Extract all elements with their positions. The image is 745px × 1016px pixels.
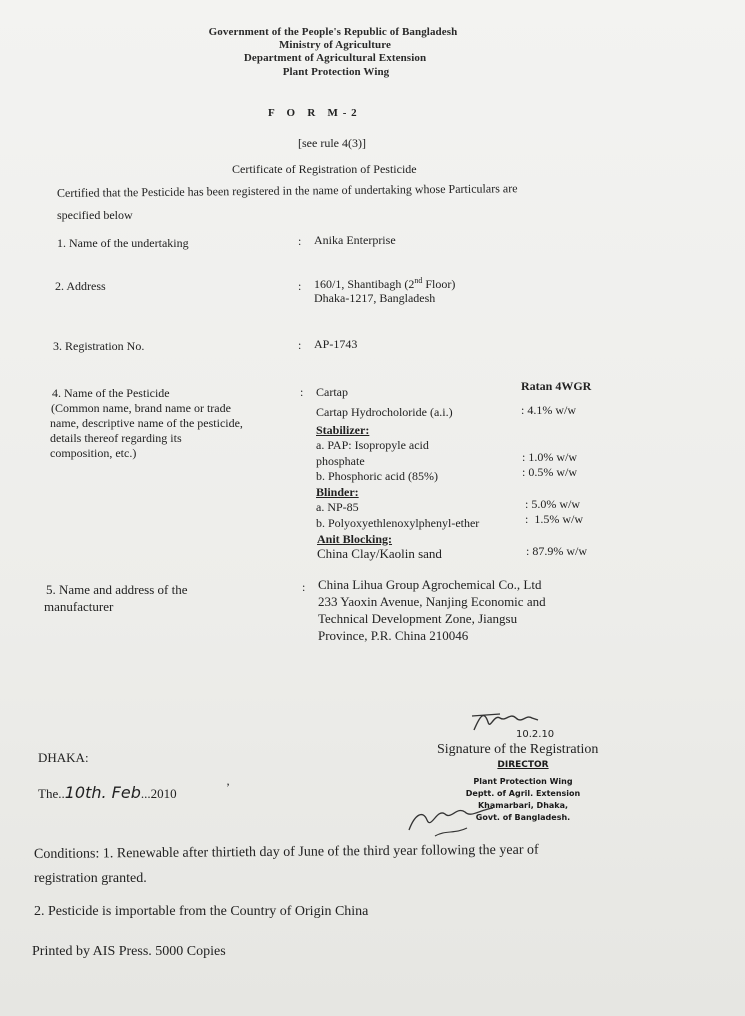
manufacturer-line-3: Technical Development Zone, Jiangsu xyxy=(318,611,518,626)
date-line: The..10th. Feb...2010 xyxy=(38,783,177,802)
signature-date: 10.2.10 xyxy=(516,729,555,740)
colon: : xyxy=(298,338,302,352)
address-label: 2. Address xyxy=(55,279,106,293)
address-line-1: 160/1, Shantibagh (2nd Floor) xyxy=(314,276,456,291)
brand-name: Ratan 4WGR xyxy=(521,379,592,393)
registration-value: AP-1743 xyxy=(314,337,358,351)
conditions-line-1: Conditions: 1. Renewable after thirtieth day of June of the third year following the year of xyxy=(33,842,539,862)
conditions-line-2: registration granted. xyxy=(34,871,147,886)
phosphoric-acid: b. Phosphoric acid (85%) xyxy=(316,469,438,483)
intro-line-2: specified below xyxy=(57,208,133,222)
stamp-line-2: Plant Protection Wing xyxy=(473,777,573,786)
np85: a. NP-85 xyxy=(316,500,359,514)
anti-blocking-heading: Anit Blocking: xyxy=(317,532,393,546)
pap-value: : 1.0% w/w xyxy=(522,450,577,464)
colon: : xyxy=(298,234,302,248)
china-clay: China Clay/Kaolin sand xyxy=(317,546,442,561)
pap-line-1: a. PAP: Isopropyle acid xyxy=(316,438,429,452)
polyoxy-value: : 1.5% w/w xyxy=(525,512,583,526)
colon: : xyxy=(298,279,302,293)
registration-label: 3. Registration No. xyxy=(53,339,145,353)
pesticide-label-5: composition, etc.) xyxy=(50,446,137,460)
manufacturer-line-2: 233 Yaoxin Avenue, Nanjing Economic and xyxy=(318,594,546,609)
signature-label: Signature of the Registration xyxy=(437,742,599,757)
manufacturer-line-1: China Lihua Group Agrochemical Co., Ltd xyxy=(318,577,542,592)
condition-2: 2. Pesticide is importable from the Country of Origin China xyxy=(34,904,369,919)
tick-mark: ’ xyxy=(226,780,230,794)
stabilizer-heading: Stabilizer: xyxy=(316,423,370,437)
manufacturer-label-1: 5. Name and address of the xyxy=(46,582,188,597)
np85-value: : 5.0% w/w xyxy=(525,497,580,511)
stamp-line-3: Deptt. of Agril. Extension xyxy=(465,789,581,798)
pesticide-common-name: Cartap xyxy=(316,385,348,399)
pesticide-label-3: name, descriptive name of the pesticide, xyxy=(50,416,243,430)
phosphoric-acid-value: : 0.5% w/w xyxy=(522,465,577,479)
header-wing: Plant Protection Wing xyxy=(282,66,390,78)
intro-line-1: Certified that the Pesticide has been registered in the name of undertaking whose Particulars are xyxy=(56,181,518,200)
address-line-2: Dhaka-1217, Bangladesh xyxy=(314,291,436,305)
manufacturer-label-2: manufacturer xyxy=(44,599,114,614)
pesticide-label-2: (Common name, brand name or trade xyxy=(51,401,231,415)
pap-line-2: phosphate xyxy=(316,454,365,468)
date-handwritten: 10th. Feb xyxy=(64,783,141,802)
colon: : xyxy=(300,385,304,399)
pesticide-label-4: details thereof regarding its xyxy=(50,431,182,445)
stamp-director: DIRECTOR xyxy=(497,760,549,770)
undertaking-value: Anika Enterprise xyxy=(314,233,396,247)
polyoxy: b. Polyoxyethlenoxylphenyl-ether xyxy=(316,516,480,530)
active-ingredient-value: : 4.1% w/w xyxy=(521,403,576,417)
header-ministry: Ministry of Agriculture xyxy=(278,39,392,51)
place-label: DHAKA: xyxy=(38,750,89,765)
china-clay-value: : 87.9% w/w xyxy=(526,544,587,558)
stamp-line-5: Govt. of Bangladesh. xyxy=(475,813,571,822)
header-department: Department of Agricultural Extension xyxy=(243,52,427,64)
manufacturer-line-4: Province, P.R. China 210046 xyxy=(318,628,469,643)
certificate-title: Certificate of Registration of Pesticide xyxy=(232,162,417,176)
colon: : xyxy=(302,580,306,594)
rule-reference: [see rule 4(3)] xyxy=(298,136,366,150)
initial-scribble xyxy=(405,800,500,840)
stamp-line-4: Khamarbari, Dhaka, xyxy=(477,801,569,810)
printed-by: Printed by AIS Press. 5000 Copies xyxy=(32,944,226,959)
blinder-heading: Blinder: xyxy=(316,485,359,499)
active-ingredient: Cartap Hydrocholoride (a.i.) xyxy=(316,405,453,419)
header-government: Government of the People's Republic of Bangladesh xyxy=(208,26,458,38)
form-title: F O R M - 2 xyxy=(268,107,358,119)
undertaking-label: 1. Name of the undertaking xyxy=(57,236,189,250)
pesticide-label-1: 4. Name of the Pesticide xyxy=(52,386,170,400)
